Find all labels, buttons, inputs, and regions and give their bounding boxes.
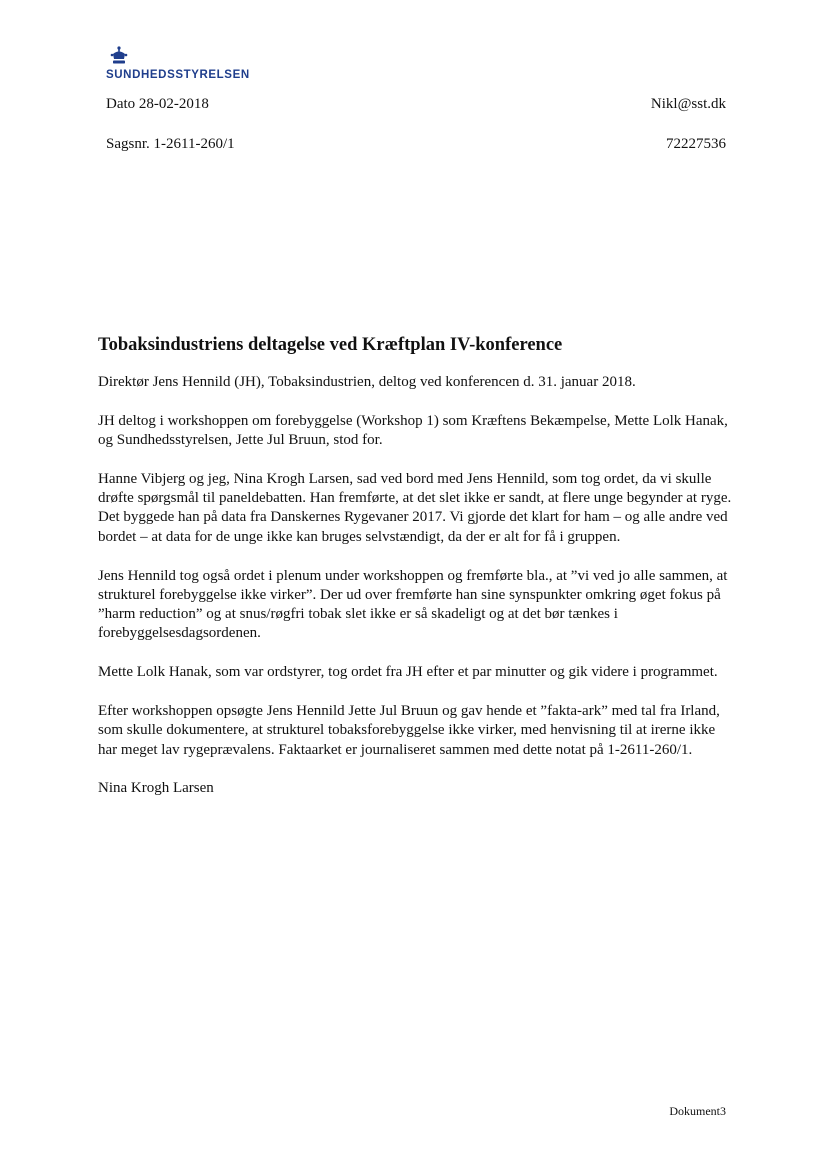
paragraph-3: Hanne Vibjerg og jeg, Nina Krogh Larsen, sad ved bord med Jens Hennild, som tog ordet, da vi skulle drøfte spørgsmål til paneldebatten. Han fremførte, at det slet ikke er sandt, at flere unge begynder at ryge. Det byggede han på data fra Danskernes Rygevaner 2017. Vi gjorde det klart for ham – og alle andre ved bordet – at data for de unge ikke kan bruges selvstændigt, da der er alt for få i gruppen. [98, 470, 732, 545]
crown-icon [108, 46, 130, 66]
paragraph-6: Efter workshoppen opsøgte Jens Hennild Jette Jul Bruun og gav hende et ”fakta-ark” med tal fra Irland, som skulle dokumentere, at strukturel tobaksforebyggelse ikke virker, med henvisning til at irerne ikke har meget lav rygeprævalens. Faktaarket er journaliseret sammen med dette notat på 1-2611-260/1. [98, 703, 720, 758]
logo [106, 46, 250, 86]
date-line: Dato 28-02-2018 [106, 96, 209, 112]
paragraph-5: Mette Lolk Hanak, som var ordstyrer, tog ordet fra JH efter et par minutter og gik videre i programmet. [98, 664, 718, 681]
case-number: Sagsnr. 1-2611-260/1 [106, 136, 235, 152]
document-title: Tobaksindustriens deltagelse ved Kræftplan IV-konference [98, 335, 563, 355]
phone: 72227536 [666, 136, 726, 152]
signature: Nina Krogh Larsen [98, 780, 214, 797]
logo-text: SUNDHEDSSTYRELSEN [106, 69, 250, 81]
document-body [98, 373, 738, 818]
document-label: Dokument3 [669, 1104, 726, 1118]
paragraph-1: Direktør Jens Hennild (JH), Tobaksindustrien, deltog ved konferencen d. 31. januar 2018. [98, 374, 636, 390]
paragraph-2: JH deltog i workshoppen om forebyggelse (Workshop 1) som Kræftens Bekæmpelse, Mette Lolk Hanak, og Sundhedsstyrelsen, Jette Jul Bruun, stod for. [98, 412, 728, 449]
email: Nikl@sst.dk [650, 96, 726, 112]
paragraph-4: Jens Hennild tog også ordet i plenum under workshoppen og fremførte bla., at ”vi ved jo alle sammen, at strukturel forebyggelse ikke virker”. Der ud over fremførte han sine synspunkter omkring øget fokus på ”harm reduction” og at snus/røgfri tobak slet ikke er så skadeligt og at det bør tænkes i forebyggelsesdagsordenen. [98, 567, 728, 642]
